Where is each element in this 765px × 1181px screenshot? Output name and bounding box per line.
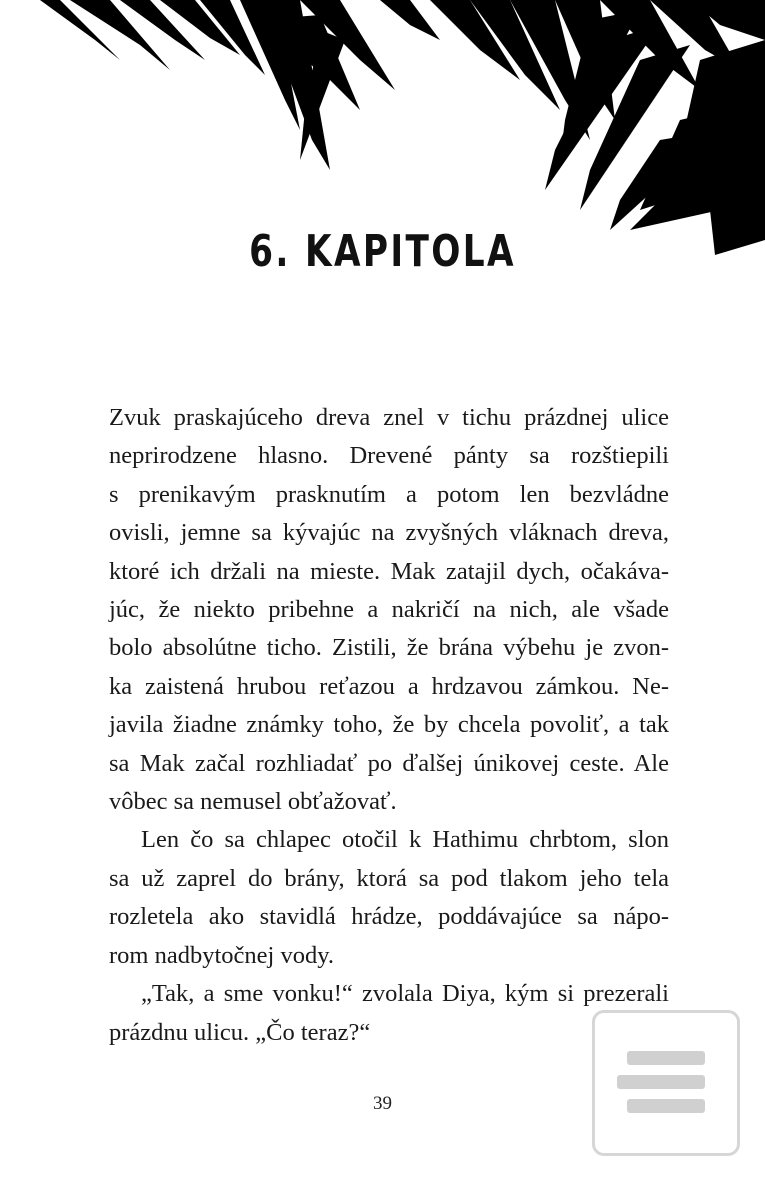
book-stack-icon xyxy=(592,1010,740,1156)
text-line: sa už zaprel do brány, ktorá sa pod tlakom jeho tela xyxy=(109,864,669,892)
text-line: s prenikavým prasknutím a potom len bezvládne xyxy=(109,480,669,508)
palm-fronds-illustration xyxy=(0,0,765,260)
text-line: vôbec sa nemusel obťažovať. xyxy=(109,788,397,816)
text-line: Len čo sa chlapec otočil k Hathimu chrbtom, slon xyxy=(141,826,669,854)
paragraph-3 xyxy=(109,975,669,1052)
text-line: júc, že niekto pribehne a nakričí na nich, ale všade xyxy=(109,596,669,624)
text-line: „Tak, a sme vonku!“ zvolala Diya, kým si prezerali xyxy=(141,980,669,1008)
paragraph-2 xyxy=(109,821,669,975)
text-line: prázdnu ulicu. „Čo teraz?“ xyxy=(109,1018,371,1046)
text-line: rom nadbytočnej vody. xyxy=(109,941,334,969)
text-line: javila žiadne známky toho, že by chcela povoliť, a tak xyxy=(109,711,669,739)
chapter-title: 6. KAPITOLA xyxy=(249,226,516,277)
body-text xyxy=(109,399,669,1052)
paragraph-1 xyxy=(109,399,669,821)
text-line: Zvuk praskajúceho dreva znel v tichu prázdnej ulice xyxy=(109,404,669,431)
page-number: 39 xyxy=(373,1093,392,1114)
text-line: ktoré ich držali na mieste. Mak zatajil dych, očakáva- xyxy=(109,557,669,585)
text-line: sa Mak začal rozhliadať po ďalšej únikovej ceste. Ale xyxy=(109,749,669,777)
text-line: bolo absolútne ticho. Zistili, že brána výbehu je zvon- xyxy=(109,634,669,662)
text-line: ka zaistená hrubou reťazou a hrdzavou zámkou. Ne- xyxy=(109,672,669,700)
text-line: neprirodzene hlasno. Drevené pánty sa rozštiepili xyxy=(109,442,669,470)
text-line: ovisli, jemne sa kývajúc na zvyšných vláknach dreva, xyxy=(109,519,669,547)
text-line: rozletela ako stavidlá hrádze, poddávajúce sa nápo- xyxy=(109,903,669,931)
